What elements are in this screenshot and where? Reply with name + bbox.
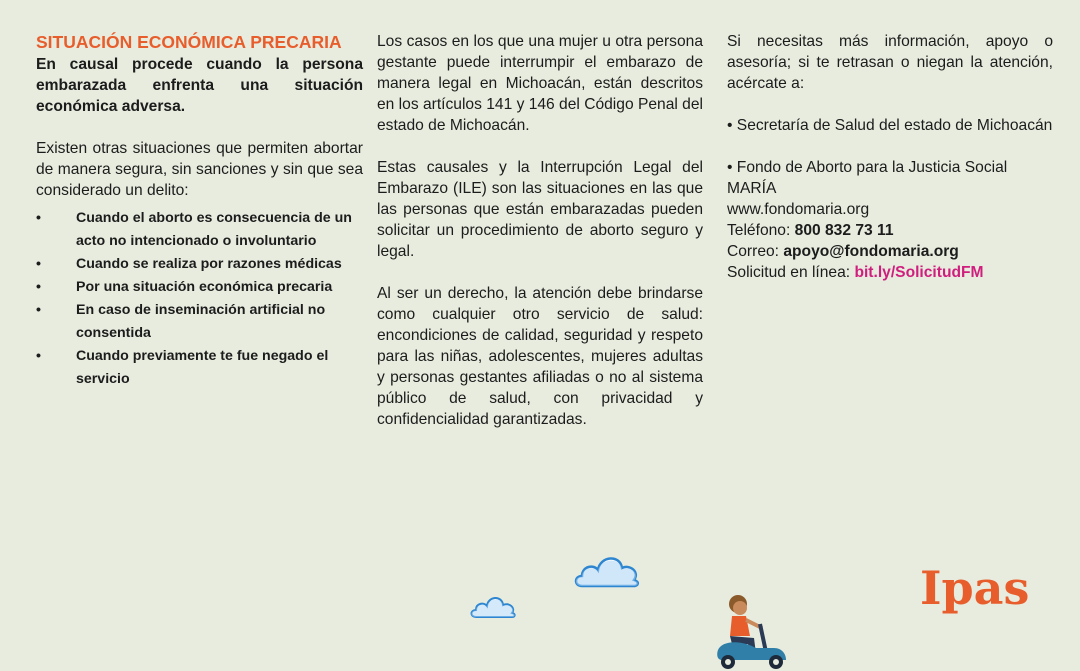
paragraph-articulos: Los casos en los que una mujer u otra persona gestante puede interrumpir el embarazo de manera legal en Michoacán, están descritos en los artículos 141 y 146 del Código Penal del estado de Michoacán.	[377, 33, 703, 134]
bullet-icon: •	[36, 348, 41, 364]
small-cloud-icon	[470, 592, 516, 620]
online-request-link[interactable]: bit.ly/SolicitudFM	[854, 264, 984, 281]
bullet-icon: •	[36, 302, 41, 318]
phone-number[interactable]: 800 832 73 11	[794, 222, 894, 239]
column-casos-legales	[377, 31, 703, 430]
lead-paragraph: En causal procede cuando la persona embarazada enfrenta una situación económica adversa.	[36, 56, 363, 115]
cloud-icon	[574, 548, 642, 590]
column-informacion	[727, 31, 1053, 283]
email-line: Correo: apoyo@fondomaria.org	[727, 243, 959, 260]
situations-list	[36, 207, 363, 391]
list-item: • Cuando el aborto es consecuencia de un acto no intencionado o involuntario	[36, 207, 363, 253]
paragraph-derecho: Al ser un derecho, la atención debe brindarse como cualquier otro servicio de salud: encondiciones de calidad, seguridad y respeto para las niñas, adolescentes, mujeres adultas y personas gestantes afiliadas o no al sistema público de salud, con privacidad y confidencialidad garantizadas.	[377, 285, 703, 428]
section-title: SITUACIÓN ECONÓMICA PRECARIA	[36, 32, 342, 52]
bullet-icon: •	[36, 210, 41, 226]
email-link[interactable]: apoyo@fondomaria.org	[783, 243, 959, 260]
contact-secretaria-salud: • Secretaría de Salud del estado de Michoacán	[727, 117, 1053, 134]
website-link[interactable]: www.fondomaria.org	[727, 201, 870, 218]
phone-line: Teléfono: 800 832 73 11	[727, 222, 894, 239]
ipas-logo: Ipas	[920, 561, 1030, 615]
list-item: • Por una situación económica precaria	[36, 276, 363, 299]
list-item: • En caso de inseminación artificial no consentida	[36, 299, 363, 345]
bullet-icon: •	[36, 279, 41, 295]
list-item: • Cuando se realiza por razones médicas	[36, 253, 363, 276]
list-item: • Cuando previamente te fue negado el servicio	[36, 345, 363, 391]
scooter-rider-illustration	[712, 590, 794, 671]
info-intro: Si necesitas más información, apoyo o asesoría; si te retrasan o niegan la atención, acércate a:	[727, 33, 1053, 92]
bullet-icon: •	[36, 256, 41, 272]
body-paragraph: Existen otras situaciones que permiten abortar de manera segura, sin sanciones y sin que sea considerado un delito:	[36, 140, 363, 199]
column-situacion-economica	[36, 31, 363, 391]
contact-fondo-maria: • Fondo de Aborto para la Justicia Social MARÍA	[727, 159, 1008, 197]
online-request-line: Solicitud en línea: bit.ly/SolicitudFM	[727, 264, 984, 281]
paragraph-causales-ile: Estas causales y la Interrupción Legal del Embarazo (ILE) son las situaciones en las que las personas que están embarazadas pueden solicitar un procedimiento de aborto seguro y legal.	[377, 159, 703, 260]
